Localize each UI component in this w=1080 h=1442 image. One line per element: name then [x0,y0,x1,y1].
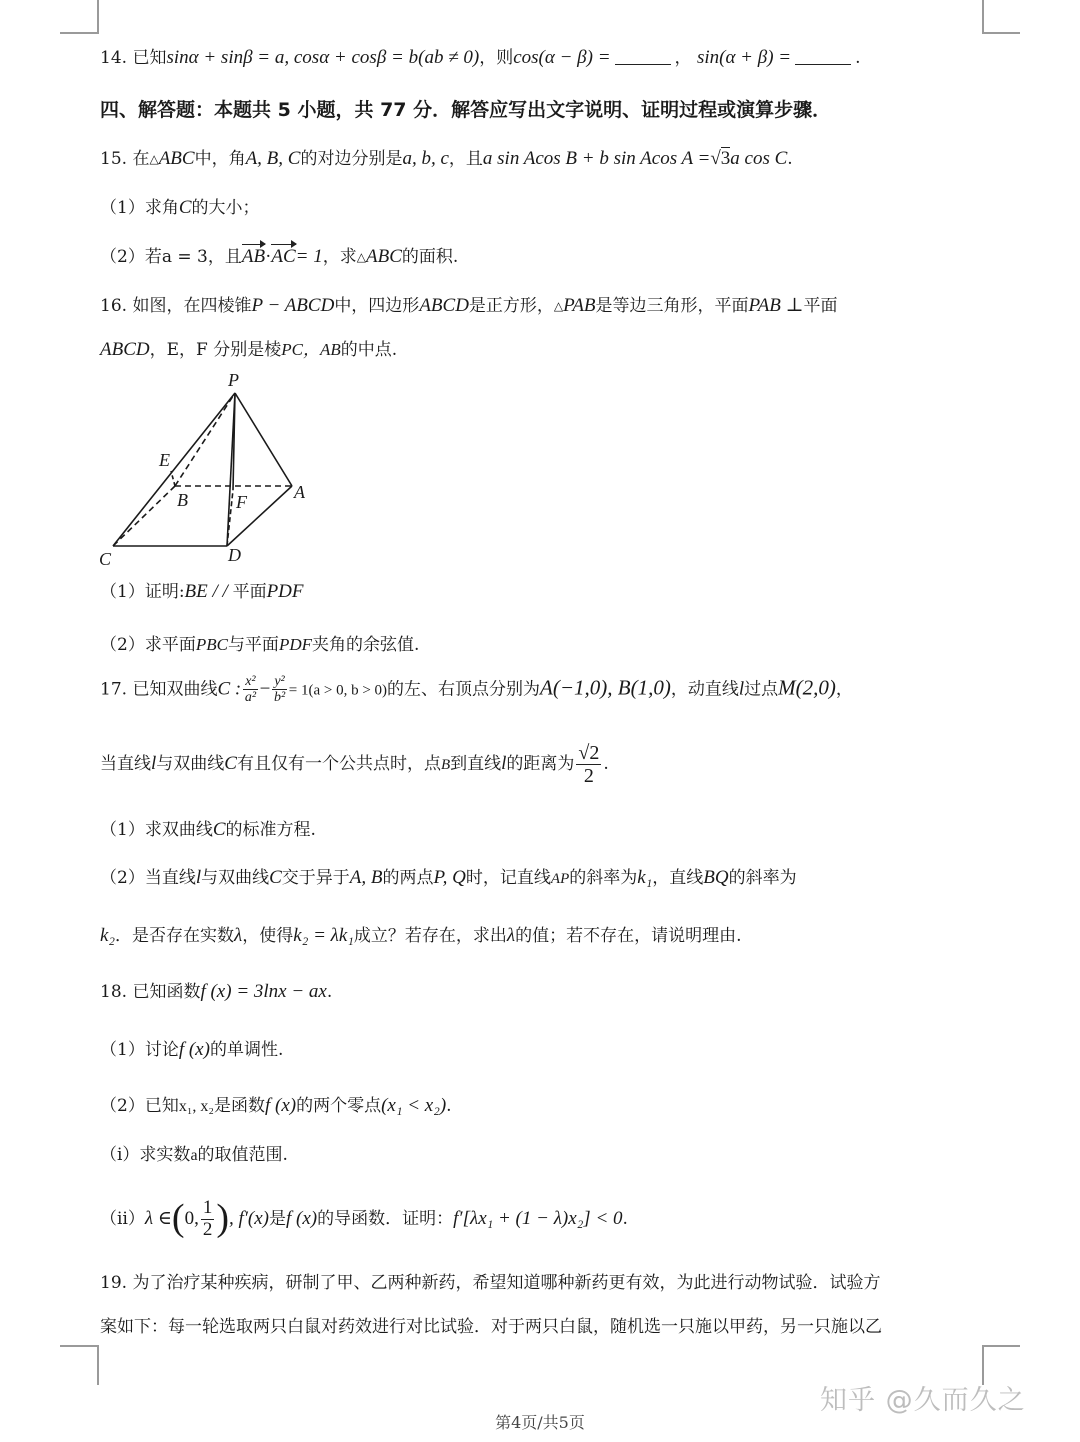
fraction-y2-b2 [272,674,286,706]
q17-p2-var: P, Q [433,867,466,888]
answer-blank [795,64,851,65]
frac-num: y² [274,674,285,689]
q18-text: 已知函数 [132,982,201,1002]
q15-sides: a, b, c [402,148,449,169]
question-15 [100,147,1010,172]
question-14 [100,46,1010,71]
question-18 [100,980,1010,1005]
q14-end: . [855,48,861,68]
q17-p1-text: （1）求双曲线 [100,820,213,840]
q14-number: 14. [100,48,128,68]
q18-function: f (x) = 3lnx − ax [200,981,327,1002]
q15-p2-value: a = 3 [161,247,208,267]
q15-part2: （2）若a = 3，且AB·AC= 1，求△ABC的面积. [100,244,1010,270]
q17-p2-var: l [195,867,202,888]
q14-text: ，则 [479,48,514,68]
q14-condition: (ab ≠ 0) [418,47,480,68]
crop-mark [97,0,99,34]
q15-p2-end: 的面积. [401,247,459,267]
q16-perp: PAB ⊥ [748,295,804,316]
q18-end: . [326,982,333,1002]
q18-pii-end: . [622,1209,628,1229]
edge-pb [175,393,235,486]
q15-text: 在 [132,149,150,169]
q16-p2-text: （2）求平面 [100,635,196,655]
edge-pf [233,393,235,490]
q17-text: 过点 [744,679,779,700]
q18-pii-text: 的导函数．证明： [317,1209,454,1229]
frac-num: 1 [202,1197,213,1219]
fraction-sqrt2-over-2 [576,742,601,787]
q18-pi-end: 的取值范围. [197,1145,288,1165]
q17-end: . [603,754,609,774]
crop-mark [97,1345,99,1385]
q15-end: . [787,149,793,169]
q17-text: ， [835,679,853,700]
q17-p2-text: 的斜率为 [728,868,797,888]
q15-text: 中，角 [194,149,246,169]
q18-p1-text: （1）讨论 [100,1040,179,1060]
q16-plane: ABCD [100,339,150,360]
q18-pii-inequality: f′[λx₁ + (1 − λ)x₂] < 0 [453,1208,623,1229]
q18-p2-text: 是函数 [213,1096,265,1116]
q18-p1-end: 的单调性. [209,1040,284,1060]
sqrt3: √3 [710,148,731,169]
q17-p1-end: 的标准方程. [225,820,316,840]
q15-equation-left: a sin Acos B + b sin Acos A = [482,148,711,169]
q16-pyramid: P − ABCD [251,295,335,316]
q16-text: 如图，在四棱锥 [132,296,252,316]
crop-mark [982,32,1020,34]
fraction-one-half [201,1198,215,1241]
q18-pii-fx: f (x) [286,1208,318,1229]
q17-line-var: l [151,753,157,774]
crop-mark [60,32,98,34]
label-p: P [228,370,239,390]
label-c: C [99,549,112,569]
page-footer: 第4页/共5页 [495,1413,585,1432]
frac-num: √2 [578,742,600,764]
vector-ab: AB [242,244,265,270]
q17-line-var: l [501,753,507,774]
pyramid-figure [95,368,335,573]
q16-text: 是正方形， [468,296,554,316]
q16-line2 [100,338,1010,363]
q14-text: 已知 [132,48,167,68]
q17-text: 有且仅有一个公共点时，点 [236,754,441,774]
q17-line2 [100,742,1010,787]
frac-den: 2 [202,1219,213,1240]
q16-text: 的中点. [340,340,398,360]
frac-den: b² [273,690,286,706]
label-a: A [294,482,305,502]
q17-line3 [100,924,1010,949]
q17-number: 17. [100,679,128,700]
q17-curve: C : [217,678,242,700]
minus-sign: − [259,678,271,700]
q18-p2-roots: x₁, x₂ [178,1098,214,1115]
q18-pii-text: 是 [269,1209,287,1229]
q15-p2-triangle: ABC [365,246,402,267]
watermark: 知乎 @久而久之 [820,1385,1026,1416]
q17-p2-var: AP [550,871,570,887]
q17-text: 当直线 [100,754,151,774]
q15-p1-text: （1）求角 [100,198,179,218]
q18-pi-var: a [190,1147,198,1164]
q18-pii-label: （ⅱ） [100,1209,145,1229]
q18-p2-end: . [446,1096,452,1116]
q16-p2-plane: PDF [278,635,312,654]
q17-part2 [100,866,1010,891]
q17-p2-text: 的两点 [382,868,434,888]
q15-p1-var: C [178,197,192,218]
q18-pii-derivative: , f′(x) [228,1208,270,1229]
q17-text: 的距离为 [506,754,575,774]
q15-equation-right: a cos C [730,148,788,169]
q16-part2 [100,634,1010,656]
q15-number: 15. [100,149,128,169]
q17-p2-var: C [269,867,282,888]
frac-den: 2 [583,765,594,787]
label-d: D [228,545,241,565]
crop-mark [982,0,984,34]
q18-p2-order: (x₁ < x₂) [381,1095,447,1116]
q17-k2: k₂ [100,925,116,946]
q15-p2-text: ，求 [322,247,357,267]
q16-triangle: PAB [563,295,596,316]
q18-p1-fx: f (x) [178,1039,210,1060]
question-19-line2: 案如下：每一轮选取两只白鼠对药效进行对比试验．对于两只白鼠，随机选一只施以甲药，另一只施以乙 [100,1317,882,1337]
edge-pa [235,393,292,486]
q16-text: 平面 [803,296,838,316]
question-17 [100,674,1010,706]
fraction-x2-a2 [243,674,257,706]
q18-part2-ii: （ⅱ）λ ∈(0, $\frac{1}{2}$ ), f′(x)是f (x)的导函数．证明：f′[λx₁ + (1 − λ)x₂] < 0. [100,1197,628,1240]
q15-p1-end: 的大小； [191,198,260,218]
q17-lambda: λ [234,925,243,946]
triangle-symbol: △ [553,299,564,313]
q16-text: 是等边三角形，平面 [595,296,749,316]
q18-part2 [100,1094,1010,1119]
question-19-line1: 19. 为了治疗某种疾病，研制了甲、乙两种新药，希望知道哪种新药更有效，为此进行动物试验．试验方 [100,1273,881,1293]
q17-text: 与双曲线 [156,754,225,774]
q17-relation: k₂ = λk₁ [293,925,354,946]
triangle-symbol: △ [149,152,159,166]
q15-angles: A, B, C [245,148,301,169]
answer-blank [615,64,671,65]
crop-mark [60,1345,98,1347]
q15-text: 的对边分别是 [300,149,403,169]
q17-text: ，动直线 [670,679,739,700]
crop-mark [982,1345,1020,1347]
q16-number: 16. [100,296,128,316]
edge-bc [113,486,175,546]
q17-p2-text: ，直线 [652,868,704,888]
q14-ask-sin: sin(α + β) = [696,47,792,68]
q17-text: 到直线 [450,754,502,774]
q17-lambda: λ [506,925,516,946]
q16-p2-end: 夹角的余弦值. [311,635,420,655]
q18-p2-fx: f (x) [264,1095,297,1116]
q16-part1 [100,580,1010,605]
q18-pi-text: （ⅰ）求实数 [100,1145,191,1165]
q18-part1 [100,1038,1010,1063]
q16-p1-plane: PDF [266,581,304,602]
q16-p2-plane: PBC [195,635,228,654]
q18-pii-interval: 0, [184,1208,199,1229]
q17-p2-text: （2）当直线 [100,868,196,888]
q15-p2-text: （2）若 [100,247,162,267]
q18-number: 18. [100,982,128,1002]
q17-text: 的值；若不存在，请说明理由. [515,926,742,946]
section-heading: 四、解答题：本题共 5 小题，共 77 分．解答应写出文字说明、证明过程或演算步骤． [100,99,832,121]
q17-p2-text: 时，记直线 [465,868,551,888]
q16-p1-be: BE / / [184,581,233,602]
q17-points: A(−1,0), B(1,0) [540,675,671,700]
label-e: E [159,450,170,470]
q16-p1-text: 平面 [232,582,267,602]
q15-part1 [100,196,1010,221]
q17-p1-var: C [212,819,226,840]
q16-square: ABCD [419,295,469,316]
q15-p2-text: ，且 [207,247,242,267]
question-16 [100,294,1010,319]
q17-condition: = 1(a > 0, b > 0) [288,682,388,699]
q17-text: 已知双曲线 [132,679,218,700]
vector-ac: AC [271,244,295,270]
q14-sep: ， [674,48,692,68]
q17-p2-text: 与双曲线 [201,868,270,888]
q18-part2-i [100,1144,1010,1167]
q17-curve-var: C [224,753,237,774]
q16-edges: PC，AB [281,340,341,359]
q17-p2-text: 交于异于 [281,868,350,888]
q17-text: 的左、右顶点分别为 [387,679,541,700]
triangle-symbol: △ [356,250,366,264]
q15-p2-eq: = 1 [295,246,323,267]
q16-text: ，E，F 分别是棱 [149,340,282,360]
q15-triangle: ABC [158,148,195,169]
q17-point-m: M(2,0) [778,675,836,700]
q18-p2-text: 的两个零点 [296,1096,382,1116]
q18-pii-lambda: λ ∈ [144,1208,172,1229]
q15-text: ，且 [448,149,483,169]
q18-p2-text: （2）已知 [100,1096,179,1116]
q17-p2-var: BQ [703,867,729,888]
frac-den: a² [244,690,257,706]
q16-p1-text: （1）证明: [100,582,185,602]
q16-p2-text: 与平面 [227,635,279,655]
frac-num: x² [245,674,256,689]
q17-point-var: B [440,757,451,773]
label-b: B [177,490,188,510]
q16-text: 中，四边形 [334,296,420,316]
q17-p2-var: A, B [349,867,383,888]
q17-p2-text: 的斜率为 [569,868,638,888]
q17-line: l [738,678,745,700]
q17-p2-var: k₁ [637,867,653,888]
edge-pc [113,393,235,546]
q14-expression: sinα + sinβ = a, cosα + cosβ = b [166,47,419,68]
q17-part1 [100,818,1010,843]
label-f: F [236,492,247,512]
q14-ask-cos: cos(α − β) = [513,47,611,68]
q17-text: 成立？若存在，求出 [353,926,507,946]
q17-text: ，使得 [242,926,294,946]
q17-text: ．是否存在实数 [115,926,235,946]
